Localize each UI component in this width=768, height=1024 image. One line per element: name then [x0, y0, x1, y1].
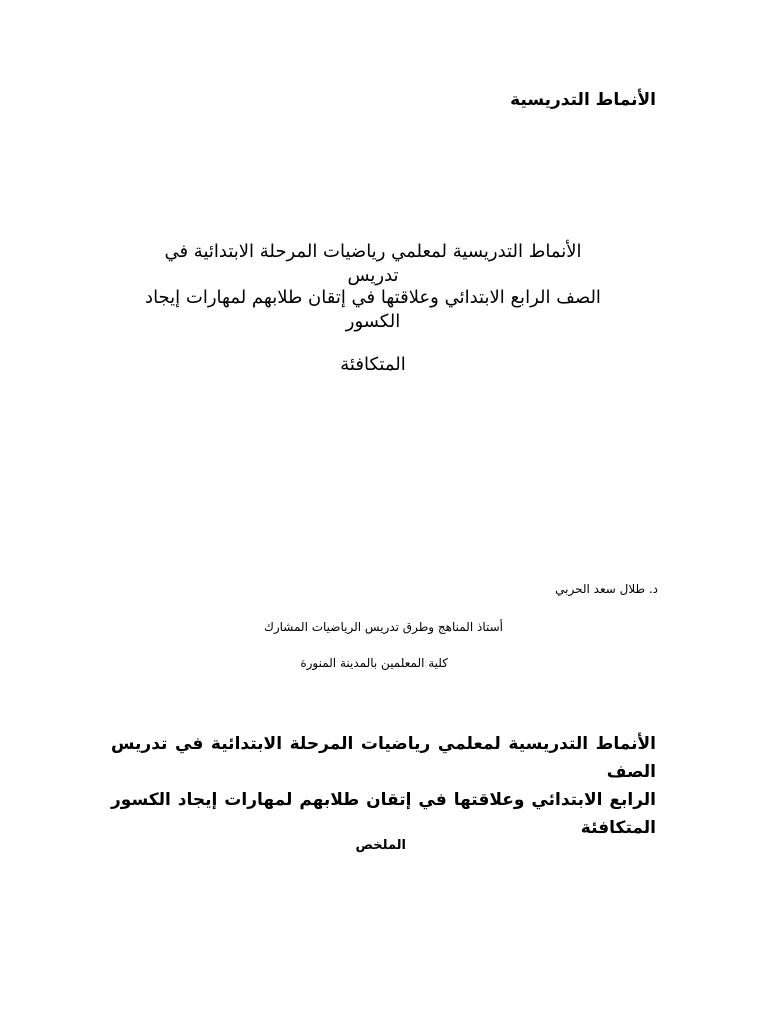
author-college: كلية المعلمين بالمدينة المنورة [300, 656, 448, 670]
main-title-line-1: الأنماط التدريسية لمعلمي رياضيات المرحلة الابتدائية في تدريس [164, 241, 582, 286]
header-title: الأنماط التدريسية [510, 90, 656, 110]
main-title-line-2: الصف الرابع الابتدائي وعلاقتها في إتقان طلابهم لمهارات إيجاد الكسور [145, 287, 601, 332]
bold-title [111, 730, 656, 842]
main-title-line-3: المتكافئة [340, 354, 406, 375]
author-name: د. طلال سعد الحربي [555, 582, 658, 596]
bold-title-line-2: الرابع الابتدائي وعلاقتها في إتقان طلابهم لمهارات إيجاد الكسور المتكافئة [111, 790, 656, 838]
author-position: أستاذ المناهج وطرق تدريس الرياضيات المشارك [263, 620, 503, 634]
bold-title-line-1: الأنماط التدريسية لمعلمي رياضيات المرحلة الابتدائية في تدريس الصف [111, 734, 656, 782]
abstract-heading: الملخص [355, 838, 406, 853]
